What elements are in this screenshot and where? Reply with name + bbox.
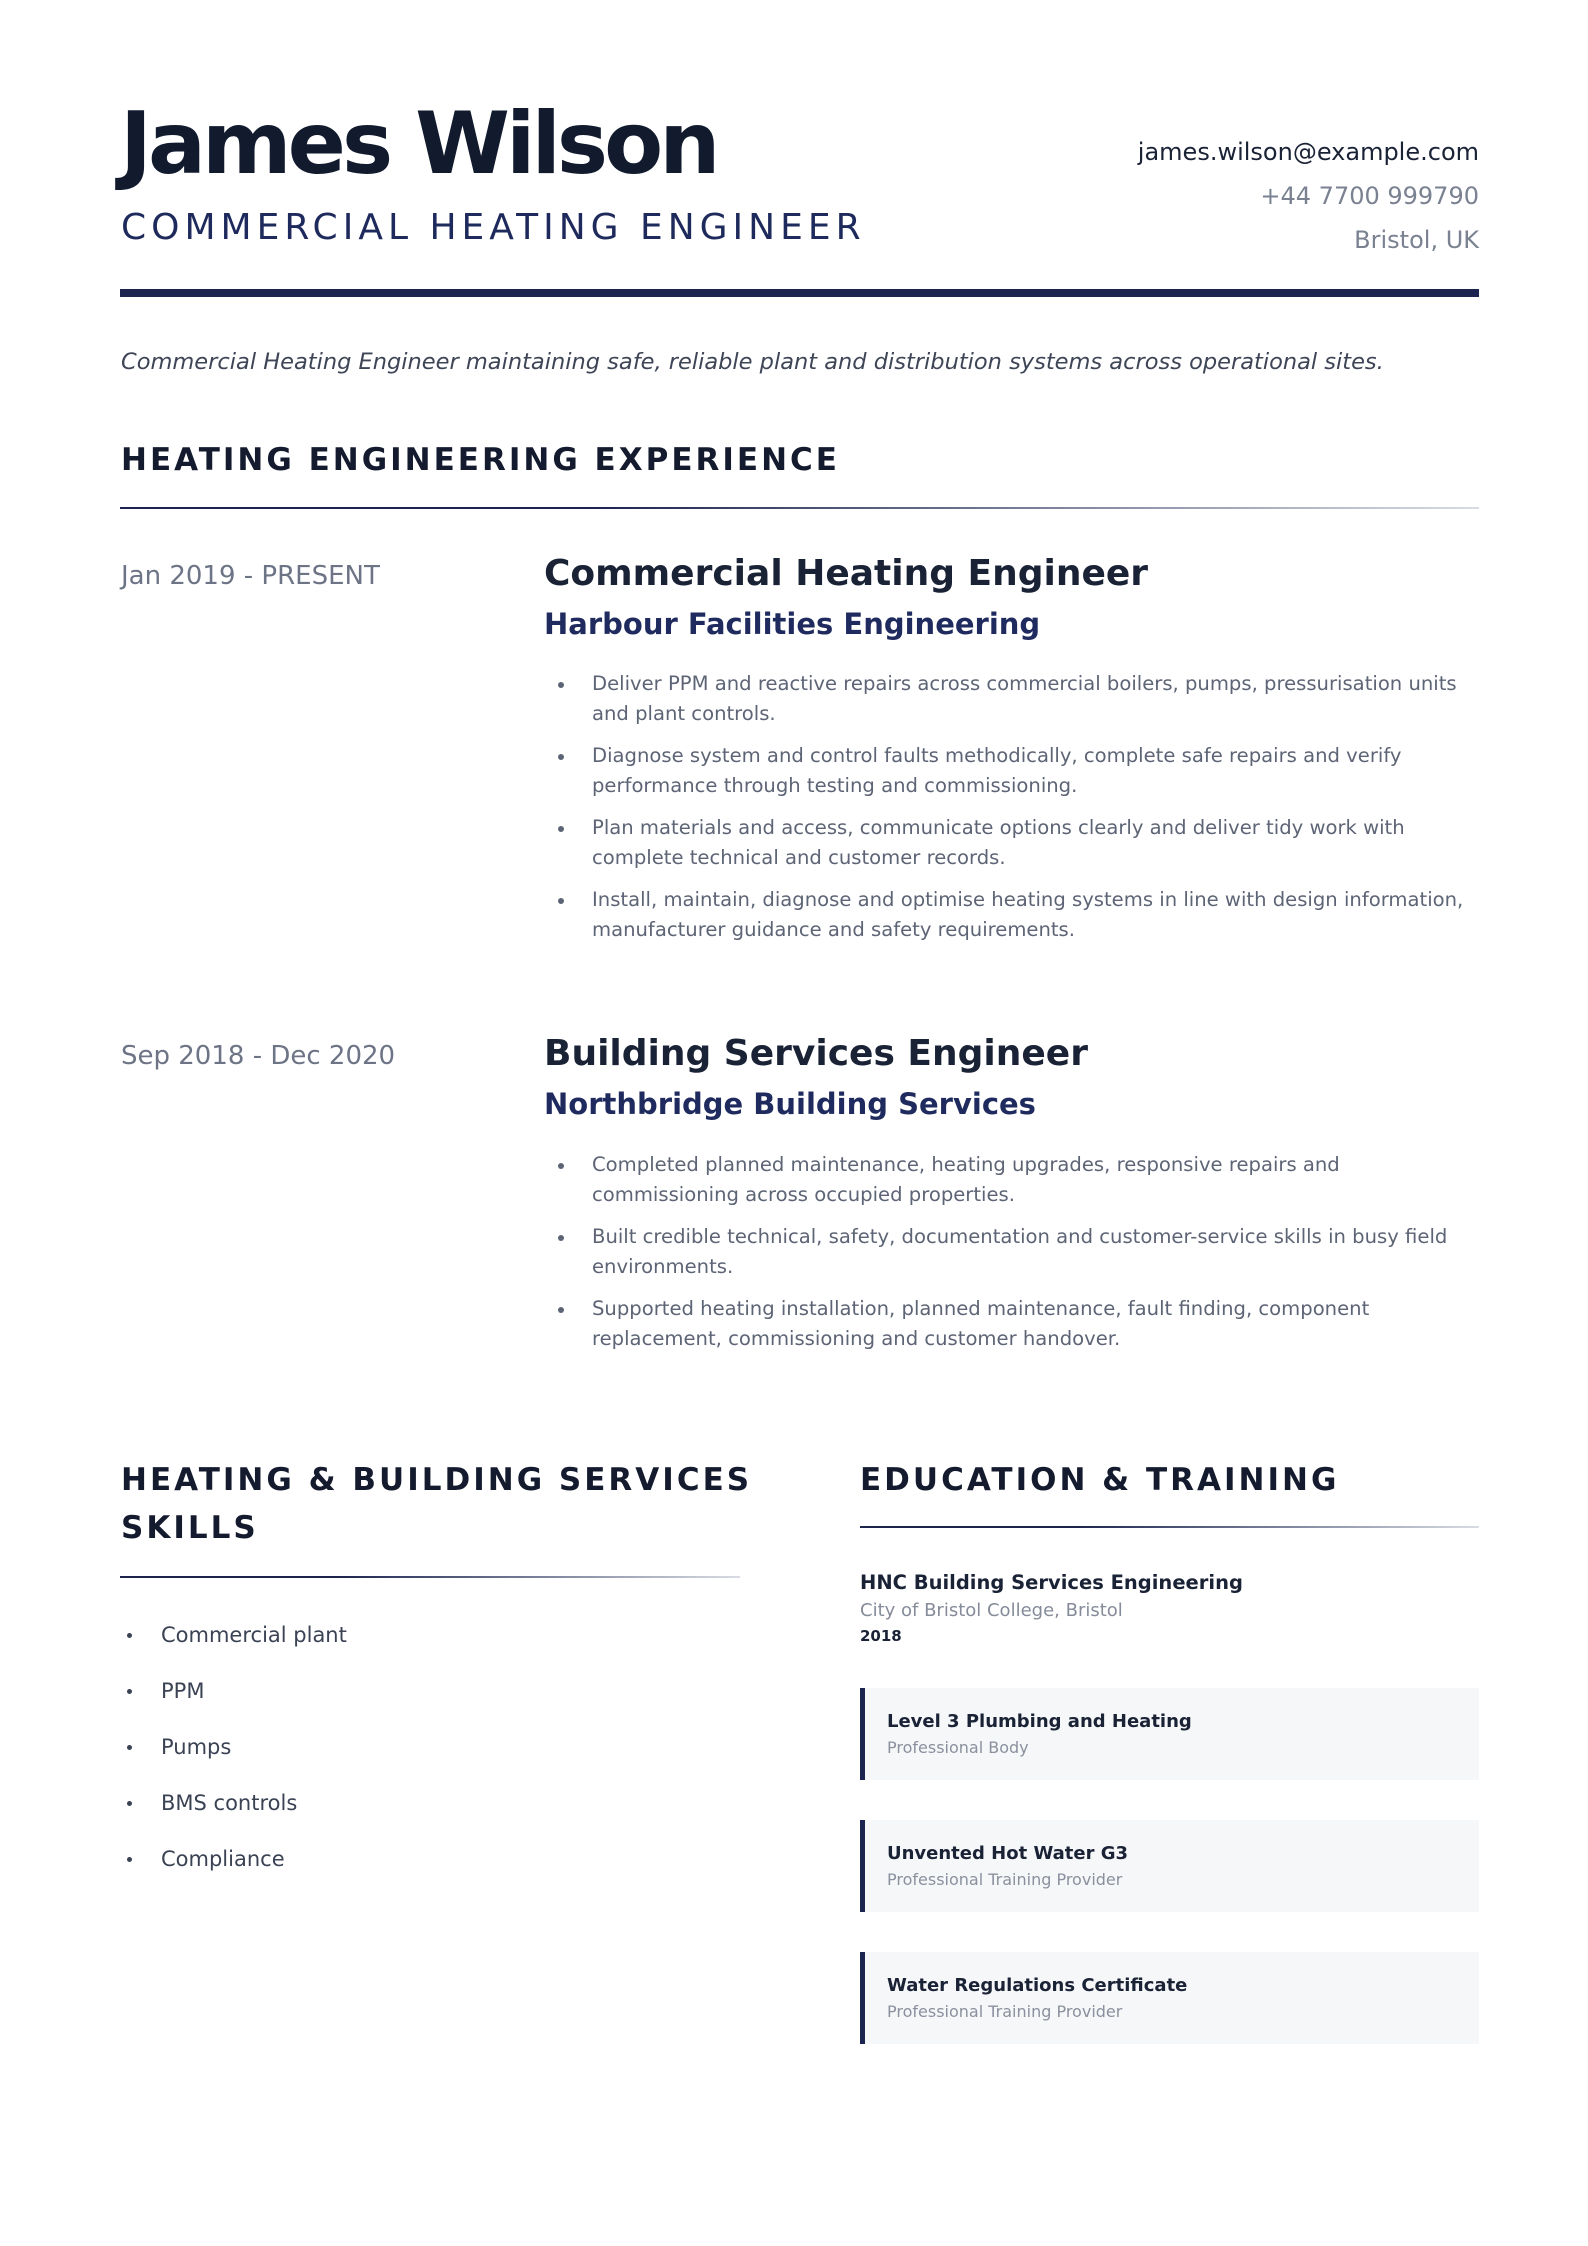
- job-company: Harbour Facilities Engineering: [544, 607, 1041, 641]
- contact-location: Bristol, UK: [1354, 226, 1479, 254]
- skill-item: Pumps: [121, 1729, 741, 1785]
- skills-list: [121, 1617, 741, 1897]
- skills-heading: [121, 1456, 752, 1552]
- certification-card: [860, 1688, 1479, 1780]
- job-bullet: Supported heating installation, planned maintenance, fault finding, component replacement, commissioning and customer handover.: [544, 1294, 1484, 1354]
- certification-card: [860, 1820, 1479, 1912]
- job-dates: Sep 2018 - Dec 2020: [121, 1041, 396, 1071]
- skill-item: Compliance: [121, 1841, 741, 1897]
- education-divider: [860, 1526, 1479, 1528]
- certification-provider: Professional Training Provider: [887, 1870, 1123, 1889]
- experience-heading: HEATING ENGINEERING EXPERIENCE: [121, 442, 840, 478]
- certification-card: [860, 1952, 1479, 2044]
- contact-email[interactable]: james.wilson@example.com: [1137, 138, 1479, 166]
- job-bullet: Completed planned maintenance, heating upgrades, responsive repairs and commissioning across occupied properties.: [544, 1150, 1484, 1210]
- job-title: Building Services Engineer: [544, 1033, 1088, 1074]
- job-bullet: Install, maintain, diagnose and optimise heating systems in line with design information, manufacturer guidance and safety requirements.: [544, 885, 1484, 945]
- job-bullet: Diagnose system and control faults methodically, complete safe repairs and verify performance through testing and commissioning.: [544, 741, 1484, 801]
- degree-year: 2018: [860, 1627, 902, 1645]
- skill-item: BMS controls: [121, 1785, 741, 1841]
- job-dates: Jan 2019 - PRESENT: [121, 561, 380, 591]
- skill-item: PPM: [121, 1673, 741, 1729]
- job-company: Northbridge Building Services: [544, 1087, 1036, 1121]
- job-responsibilities: [544, 669, 1484, 957]
- degree-institution: City of Bristol College, Bristol: [860, 1600, 1123, 1621]
- skills-heading-line: SKILLS: [121, 1510, 259, 1546]
- certification-name: Level 3 Plumbing and Heating: [887, 1711, 1192, 1732]
- job-bullet: Plan materials and access, communicate options clearly and deliver tidy work with complete technical and customer records.: [544, 813, 1484, 873]
- certification-provider: Professional Training Provider: [887, 2002, 1123, 2021]
- contact-block: [1138, 130, 1479, 262]
- certification-name: Water Regulations Certificate: [887, 1975, 1188, 1996]
- candidate-title: COMMERCIAL HEATING ENGINEER: [121, 207, 866, 248]
- degree-name: HNC Building Services Engineering: [860, 1571, 1243, 1594]
- job-bullet: Deliver PPM and reactive repairs across commercial boilers, pumps, pressurisation units and plant controls.: [544, 669, 1484, 729]
- degree-entry: [860, 1568, 1480, 1648]
- header-divider: [120, 289, 1479, 297]
- experience-divider: [120, 507, 1479, 509]
- certification-provider: Professional Body: [887, 1738, 1029, 1757]
- candidate-name: James Wilson: [120, 94, 717, 194]
- job-responsibilities: [544, 1150, 1484, 1366]
- skills-divider: [120, 1576, 740, 1578]
- contact-phone[interactable]: +44 7700 999790: [1260, 182, 1479, 210]
- skill-item: Commercial plant: [121, 1617, 741, 1673]
- profile-summary: Commercial Heating Engineer maintaining safe, reliable plant and distribution systems across operational sites.: [121, 349, 1384, 375]
- certification-name: Unvented Hot Water G3: [887, 1843, 1129, 1864]
- education-heading: EDUCATION & TRAINING: [860, 1462, 1340, 1498]
- job-title: Commercial Heating Engineer: [544, 553, 1149, 594]
- skills-heading-line: HEATING & BUILDING SERVICES: [121, 1462, 753, 1498]
- job-bullet: Built credible technical, safety, documentation and customer-service skills in busy field environments.: [544, 1222, 1484, 1282]
